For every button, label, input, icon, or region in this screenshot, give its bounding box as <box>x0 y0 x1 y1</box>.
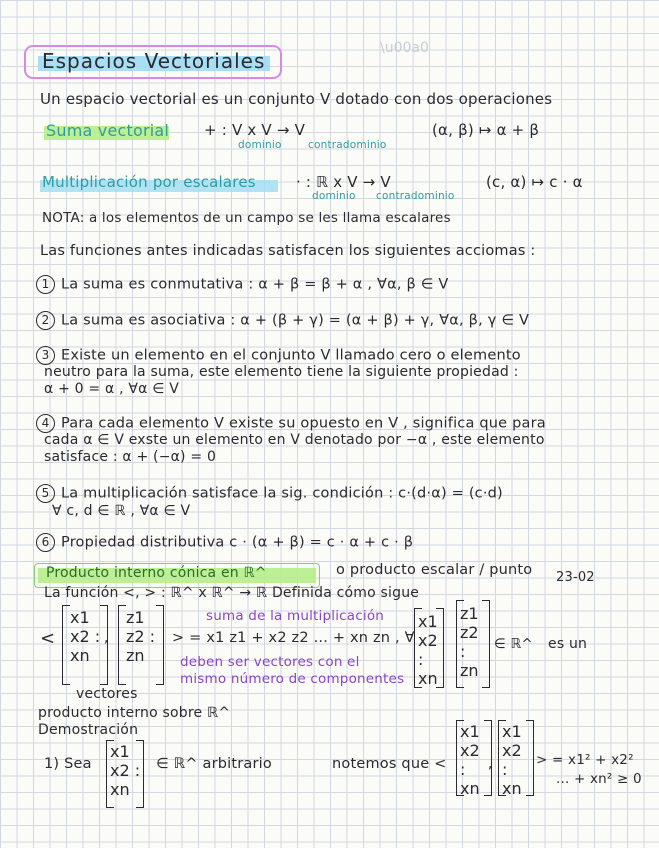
vec-x3 <box>110 742 142 799</box>
axiom-1 <box>36 275 449 294</box>
vec-entry: xn <box>418 669 438 688</box>
comma: , <box>104 630 109 646</box>
vec-entry: x2 <box>110 761 130 780</box>
vec-entry: x1 <box>460 722 480 741</box>
axiom-number: 1 <box>36 275 55 294</box>
vec-entry: x1 <box>110 742 130 761</box>
vec-entry: : <box>460 760 466 779</box>
lt-symbol: < <box>40 628 56 649</box>
vec-entry: : <box>134 761 141 780</box>
vec-z-bracket-left <box>118 605 126 685</box>
bleed-text: \u00a0 <box>380 40 429 56</box>
axiom-number: 2 <box>36 311 55 330</box>
vec-entry: : <box>418 650 424 669</box>
vec-x2 <box>418 612 442 688</box>
vec-entry: x2 <box>460 741 480 760</box>
axiomas-intro: Las funciones antes indicadas satisfacen los siguientes acciomas : <box>40 243 536 259</box>
vec-entry: zn <box>126 646 145 665</box>
page-title: Espacios Vectoriales <box>42 49 266 73</box>
axiom-number: 4 <box>36 414 55 433</box>
axiom-text: Para cada elemento V existe su opuesto en V , significa que para <box>61 415 546 432</box>
axiom-text: Existe un elemento en el conjunto V llamado cero o elemento <box>61 347 521 364</box>
axiom-number: 3 <box>36 346 55 365</box>
nota-line: NOTA: a los elementos de un campo se les llama escalares <box>42 210 451 226</box>
mult-map: (c, α) ↦ c · α <box>486 173 583 191</box>
vec-entry: zn <box>460 661 479 680</box>
axiom-number: 6 <box>36 533 55 552</box>
result-line1: > = x1² + x2² <box>536 752 634 768</box>
vec-entry: z1 <box>126 608 145 627</box>
mult-label: Multiplicación por escalares <box>42 173 256 191</box>
axiom-3-line3: α + 0 = α , ∀α ∈ V <box>44 381 180 397</box>
producto-note3: mismo número de componentes <box>180 671 405 687</box>
vec-entry: x2 <box>418 631 438 650</box>
vec-x4 <box>460 722 490 798</box>
axiom-5-line2: ∀ c, d ∈ ℝ , ∀α ∈ V <box>52 503 191 519</box>
suma-label: Suma vectorial <box>46 121 170 140</box>
demostracion-label: Demostración <box>38 722 139 738</box>
vec-entry: z1 <box>460 604 479 623</box>
vec-entry: : <box>94 627 101 646</box>
vec-x5 <box>502 722 532 798</box>
axiom-2 <box>36 311 529 330</box>
mult-dominio: dominio <box>312 190 356 202</box>
result-line2: ... + xn² ≥ 0 <box>556 771 642 787</box>
vec-entry: x2 <box>70 627 90 646</box>
vec-x-bracket-left <box>62 605 70 685</box>
axiom-4-line2: cada α ∈ V exste un elemento en V denotado por −α , este elemento <box>44 432 545 448</box>
es-un: es un <box>548 636 588 652</box>
vec-entry: z2 <box>126 627 145 646</box>
vec-entry: : <box>460 642 466 661</box>
axiom-6 <box>36 533 413 552</box>
vec-x <box>70 608 104 665</box>
suma-op: + : V x V → V <box>204 121 306 139</box>
vec-entry: x1 <box>70 608 90 627</box>
intro-line: Un espacio vectorial es un conjunto V dotado con dos operaciones <box>40 90 553 108</box>
producto-note1: suma de la multiplicación <box>206 608 385 624</box>
producto-sobre: producto interno sobre ℝ^ <box>38 705 231 721</box>
arbitrario-label: ∈ ℝ^ arbitrario <box>156 756 272 772</box>
sea-label: 1) Sea <box>44 756 92 772</box>
notemos-label: notemos que < <box>332 756 447 772</box>
vec-entry: xn <box>110 780 130 799</box>
in-rn: ∈ ℝ^ <box>494 636 533 652</box>
producto-formula: > = x1 z1 + x2 z2 ... + xn zn , ∀ <box>172 630 415 646</box>
producto-alt: o producto escalar / punto <box>336 562 533 578</box>
suma-dominio: dominio <box>238 139 282 151</box>
mult-op: · : ℝ x V → V <box>296 173 391 191</box>
producto-def: La función <, > : ℝ^ x ℝ^ → ℝ Definida cómo sigue <box>44 585 420 601</box>
axiom-3-line1 <box>36 346 521 365</box>
producto-date: 23-02 <box>556 570 595 585</box>
vec-entry: x1 <box>418 612 438 631</box>
suma-contradominio: contradominio <box>308 139 387 151</box>
axiom-4-line3: satisface : α + (−α) = 0 <box>44 449 217 465</box>
vec-z <box>126 608 160 665</box>
axiom-4-line1 <box>36 414 546 433</box>
vec-entry: x2 <box>502 741 522 760</box>
producto-label: Producto interno cónica en ℝ^ <box>46 565 267 581</box>
axiom-text: La suma es conmutativa : α + β = β + α , ∀α, β ∈ V <box>61 276 449 293</box>
vec-entry: x1 <box>502 722 522 741</box>
vec-entry: : <box>149 627 156 646</box>
vec-entry: xn <box>70 646 90 665</box>
axiom-5-line1 <box>36 484 503 503</box>
axiom-text: La multiplicación satisface la sig. condición : c·(d·α) = (c·d) <box>61 485 503 502</box>
vec-entry: xn <box>502 779 522 798</box>
axiom-text: La suma es asociativa : α + (β + γ) = (α + β) + γ, ∀α, β, γ ∈ V <box>61 312 530 329</box>
vec-entry: xn <box>460 779 480 798</box>
vec-z2 <box>460 604 486 680</box>
producto-note2: deben ser vectores con el <box>180 654 360 670</box>
vec-entry: : <box>502 760 508 779</box>
mult-contradominio: contradominio <box>376 190 455 202</box>
suma-map: (α, β) ↦ α + β <box>432 121 540 139</box>
vectores-label: vectores <box>76 686 138 702</box>
axiom-number: 5 <box>36 484 55 503</box>
comma: , <box>488 756 493 772</box>
axiom-text: Propiedad distributiva c · (α + β) = c · α + c · β <box>61 534 414 551</box>
vec-entry: z2 <box>460 623 479 642</box>
axiom-3-line2: neutro para la suma, este elemento tiene la siguiente propiedad : <box>44 364 519 380</box>
